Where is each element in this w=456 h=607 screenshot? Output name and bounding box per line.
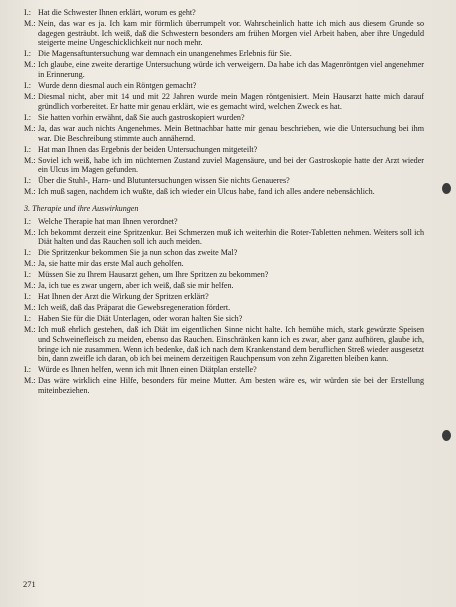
- binder-hole: [442, 183, 451, 194]
- turn-text: Ich muß ehrlich gestehen, daß ich Diät im eigentlichen Sinne nicht halte. Ich bemühe mich, stark gewürzte Speisen und Schweinefleisch zu meiden, ebenso das Rauchen. Einschränken kann ich es zwar, aber ganz aufhören, glaube ich, bringe ich nie zusammen. Wenn ich bedenke, daß ich nach dem Krankenstand dem beruflichen Streß wieder ausgesetzt bin, dann zweifle ich daran, ob ich bei meinem derzeitigen Rauchpensum von zehn Zigaretten bleiben kann.: [38, 325, 424, 364]
- page-number: 271: [23, 579, 36, 589]
- section-heading: 3. Therapie und ihre Auswirkungen: [24, 203, 139, 213]
- speaker-label: I.:: [24, 144, 31, 154]
- turn-text: Sie hatten vorhin erwähnt, daß Sie auch gastroskopiert wurden?: [38, 112, 245, 122]
- speaker-label: M.:: [24, 227, 36, 237]
- dialogue-turn: [24, 228, 424, 247]
- dialogue-turn: [24, 8, 424, 18]
- dialogue-turn: [24, 314, 424, 324]
- speaker-label: I.:: [24, 314, 31, 324]
- turn-text: Ja, ich tue es zwar ungern, aber ich weiß, daß sie mir helfen.: [38, 281, 234, 291]
- dialogue-turn: [24, 292, 424, 302]
- dialogue-turn: [24, 376, 424, 395]
- speaker-label: I.:: [24, 176, 31, 186]
- turn-text: Über die Stuhl-, Harn- und Blutuntersuchungen wissen Sie nichts Genaueres?: [38, 176, 290, 186]
- speaker-label: I.:: [24, 365, 31, 375]
- speaker-label: M.:: [24, 19, 36, 28]
- turn-text: Ja, sie hatte mir das erste Mal auch geholfen.: [38, 259, 184, 269]
- speaker-label: M.:: [24, 123, 36, 133]
- speaker-label: M.:: [24, 376, 36, 386]
- turn-text: Ich muß sagen, nachdem ich wußte, daß ich wieder ein Ulcus habe, fand ich alles andere nebensächlich.: [38, 187, 375, 197]
- turn-text: Welche Therapie hat man Ihnen verordnet?: [38, 216, 178, 226]
- page-text: [24, 8, 424, 397]
- dialogue-turn: [24, 176, 424, 186]
- speaker-label: I.:: [24, 8, 31, 17]
- dialogue-turn: [24, 113, 424, 123]
- dialogue-turn: [24, 124, 424, 143]
- dialogue-turn: [24, 217, 424, 227]
- speaker-label: I.:: [24, 292, 31, 302]
- dialogue-part-2: [24, 217, 424, 396]
- turn-text: Soviel ich weiß, habe ich im nüchternen Zustand zuviel Magensäure, und bei der Gastroskopie hatte der Arzt wieder ein Ulcus im Magen gefunden.: [38, 155, 424, 175]
- speaker-label: I.:: [24, 248, 31, 258]
- speaker-label: M.:: [24, 303, 36, 313]
- speaker-label: I.:: [24, 270, 31, 280]
- turn-text: Hat die Schwester Ihnen erklärt, worum es geht?: [38, 8, 196, 17]
- turn-text: Wurde denn diesmal auch ein Röntgen gemacht?: [38, 81, 197, 91]
- speaker-label: M.:: [24, 92, 36, 102]
- speaker-label: I.:: [24, 49, 31, 59]
- turn-text: Das wäre wirklich eine Hilfe, besonders für meine Mutter. Am besten wäre es, wir würden sie bei der Erstellung miteinbeziehen.: [38, 376, 424, 396]
- dialogue-part-1: [24, 8, 424, 197]
- dialogue-turn: [24, 19, 424, 48]
- turn-text: Ich glaube, eine zweite derartige Untersuchung würde ich verweigern. Da habe ich das Magenröntgen viel angenehmer in Erinnerung.: [38, 60, 424, 80]
- dialogue-turn: [24, 49, 424, 59]
- turn-text: Die Spritzenkur bekommen Sie ja nun schon das zweite Mal?: [38, 248, 238, 258]
- dialogue-turn: [24, 303, 424, 313]
- dialogue-turn: [24, 60, 424, 79]
- turn-text: Ja, das war auch nichts Angenehmes. Mein Bettnachbar hatte mir genau beschrieben, wie die Untersuchung bei ihm war. Die Beschreibung stimmte auch annähernd.: [38, 123, 424, 143]
- speaker-label: I.:: [24, 81, 31, 91]
- turn-text: Nein, das war es ja. Ich kam mir förmlich überrumpelt vor. Wahrscheinlich hatte ich mich aus diesem Grunde so dagegen gesträubt. Ich weiß, daß die Schwestern besonders am frühen Morgen viel Arbeit haben, aber ihre Ungeduld steigerte meine Ungeschicklichkeit nur noch mehr.: [38, 19, 424, 48]
- dialogue-turn: [24, 187, 424, 197]
- turn-text: Ich weiß, daß das Präparat die Gewebsregeneration fördert.: [38, 303, 231, 313]
- turn-text: Ich bekommt derzeit eine Spritzenkur. Bei Schmerzen muß ich weiterhin die Roter-Tabletten nehmen. Weiters soll ich Diät halten und das Rauchen soll ich auch meiden.: [38, 227, 424, 247]
- speaker-label: M.:: [24, 325, 36, 335]
- binder-hole: [442, 430, 451, 441]
- turn-text: Hat man Ihnen das Ergebnis der beiden Untersuchungen mitgeteilt?: [38, 144, 258, 154]
- turn-text: Würde es Ihnen helfen, wenn ich mit Ihnen einen Diätplan erstelle?: [38, 365, 257, 375]
- turn-text: Die Magensaftuntersuchung war demnach ein unangenehmes Erlebnis für Sie.: [38, 49, 292, 59]
- dialogue-turn: [24, 325, 424, 364]
- speaker-label: M.:: [24, 259, 36, 269]
- speaker-label: I.:: [24, 216, 31, 226]
- dialogue-turn: [24, 365, 424, 375]
- speaker-label: M.:: [24, 281, 36, 291]
- dialogue-turn: [24, 281, 424, 291]
- dialogue-turn: [24, 156, 424, 175]
- speaker-label: M.:: [24, 155, 36, 165]
- turn-text: Hat Ihnen der Arzt die Wirkung der Spritzen erklärt?: [38, 292, 209, 302]
- dialogue-turn: [24, 81, 424, 91]
- turn-text: Müssen Sie zu Ihrem Hausarzt gehen, um Ihre Spritzen zu bekommen?: [38, 270, 269, 280]
- dialogue-turn: [24, 248, 424, 258]
- turn-text: Haben Sie für die Diät Unterlagen, oder woran halten Sie sich?: [38, 314, 243, 324]
- dialogue-turn: [24, 259, 424, 269]
- speaker-label: M.:: [24, 60, 36, 70]
- dialogue-turn: [24, 145, 424, 155]
- dialogue-turn: [24, 92, 424, 111]
- speaker-label: M.:: [24, 187, 36, 197]
- turn-text: Diesmal nicht, aber mit 14 und mit 22 Jahren wurde mein Magen röntgenisiert. Mein Hausarzt hatte mich darauf gründlich vorbereitet. Er hatte mir genau erklärt, wie es gemacht wird, welchen Zweck es hat.: [38, 92, 424, 111]
- speaker-label: I.:: [24, 112, 31, 122]
- dialogue-turn: [24, 270, 424, 280]
